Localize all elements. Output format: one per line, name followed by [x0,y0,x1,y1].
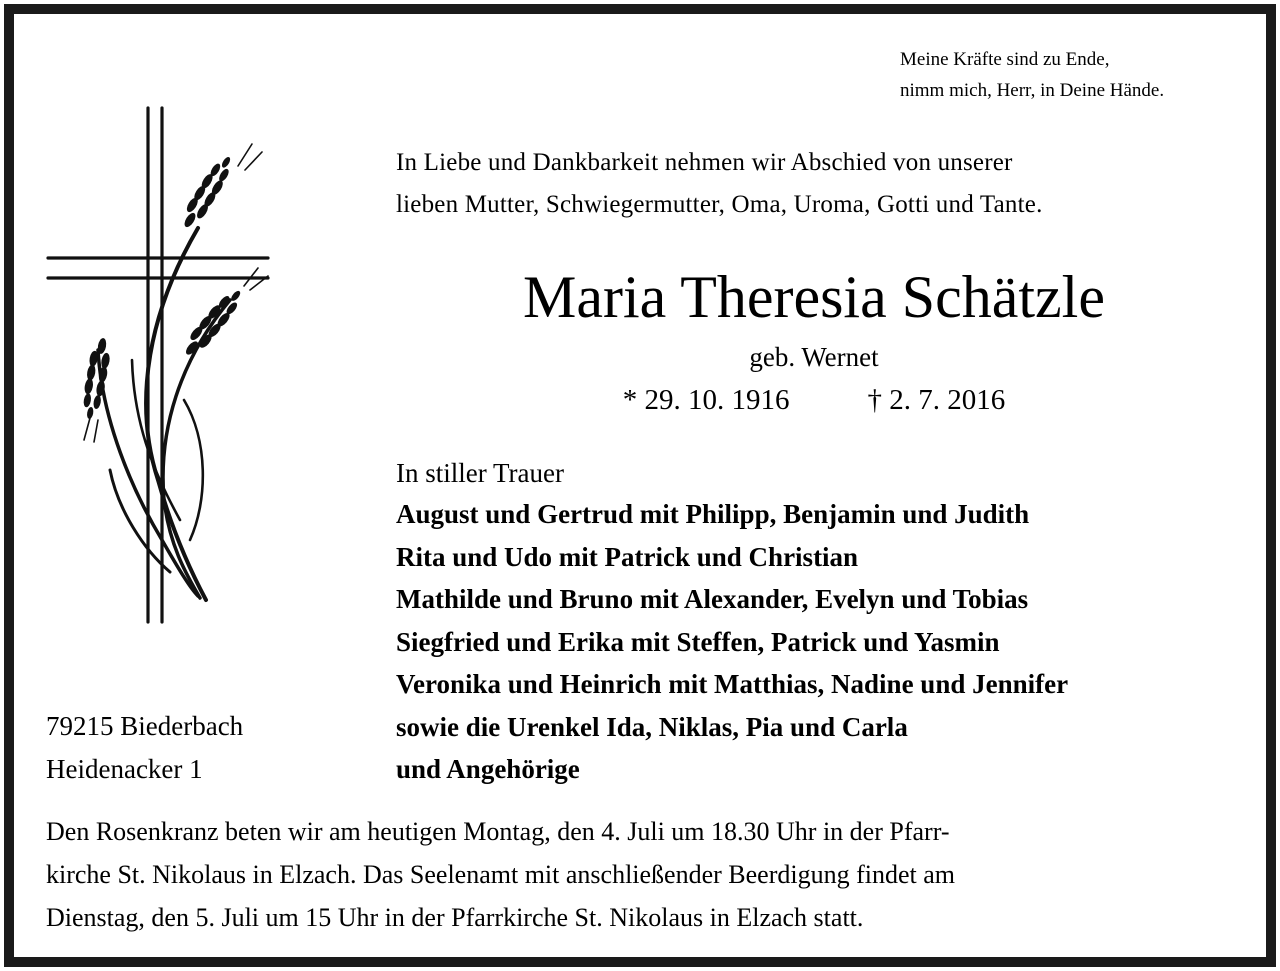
mourner-line: Rita und Udo mit Patrick und Christian [396,541,859,572]
mourner-line: und Angehörige [396,754,580,784]
address-line-1: 79215 Biederbach [46,711,244,741]
mourner-line: sowie die Urenkel Ida, Niklas, Pia und Carla [396,711,908,742]
notice-line-1: Den Rosenkranz beten wir am heutigen Montag, den 4. Juli um 18.30 Uhr in der Pfarr- [46,817,950,846]
death-date: † 2. 7. 2016 [867,384,1006,416]
service-notice [46,810,1236,939]
mourning-label: In stiller Trauer [396,458,564,488]
mourners-list [396,493,1068,791]
intro-line-2: lieben Mutter, Schwiegermutter, Oma, Uroma, Gotti und Tante. [396,191,1043,218]
notice-line-2: kirche St. Nikolaus in Elzach. Das Seelenamt mit anschließender Beerdigung findet am [46,860,956,889]
mourner-line: Mathilde und Bruno mit Alexander, Evelyn und Tobias [396,584,1029,614]
intro-text [396,142,1043,226]
deceased-name: Maria Theresia Schätzle [523,264,1105,330]
intro-line-1: In Liebe und Dankbarkeit nehmen wir Abschied von unserer [396,149,1013,176]
mourner-line: Veronika und Heinrich mit Matthias, Nadine und Jennifer [396,669,1069,699]
life-dates [396,381,1232,419]
mourner-line: Siegfried und Erika mit Steffen, Patrick und Yasmin [396,626,1000,657]
mourner-line: August und Gertrud mit Philipp, Benjamin und Judith [396,499,1030,529]
address [46,705,243,791]
motto-line-1: Meine Kräfte sind zu Ende, [900,49,1110,70]
cross-with-wheat-icon [40,100,280,630]
address-line-2: Heidenacker 1 [46,754,203,784]
motto [900,44,1164,106]
birth-date: * 29. 10. 1916 [622,384,790,416]
motto-line-2: nimm mich, Herr, in Deine Hände. [900,80,1165,101]
notice-line-3: Dienstag, den 5. Juli um 15 Uhr in der Pfarrkirche St. Nikolaus in Elzach statt. [46,903,864,932]
birth-name: geb. Wernet [749,342,879,372]
